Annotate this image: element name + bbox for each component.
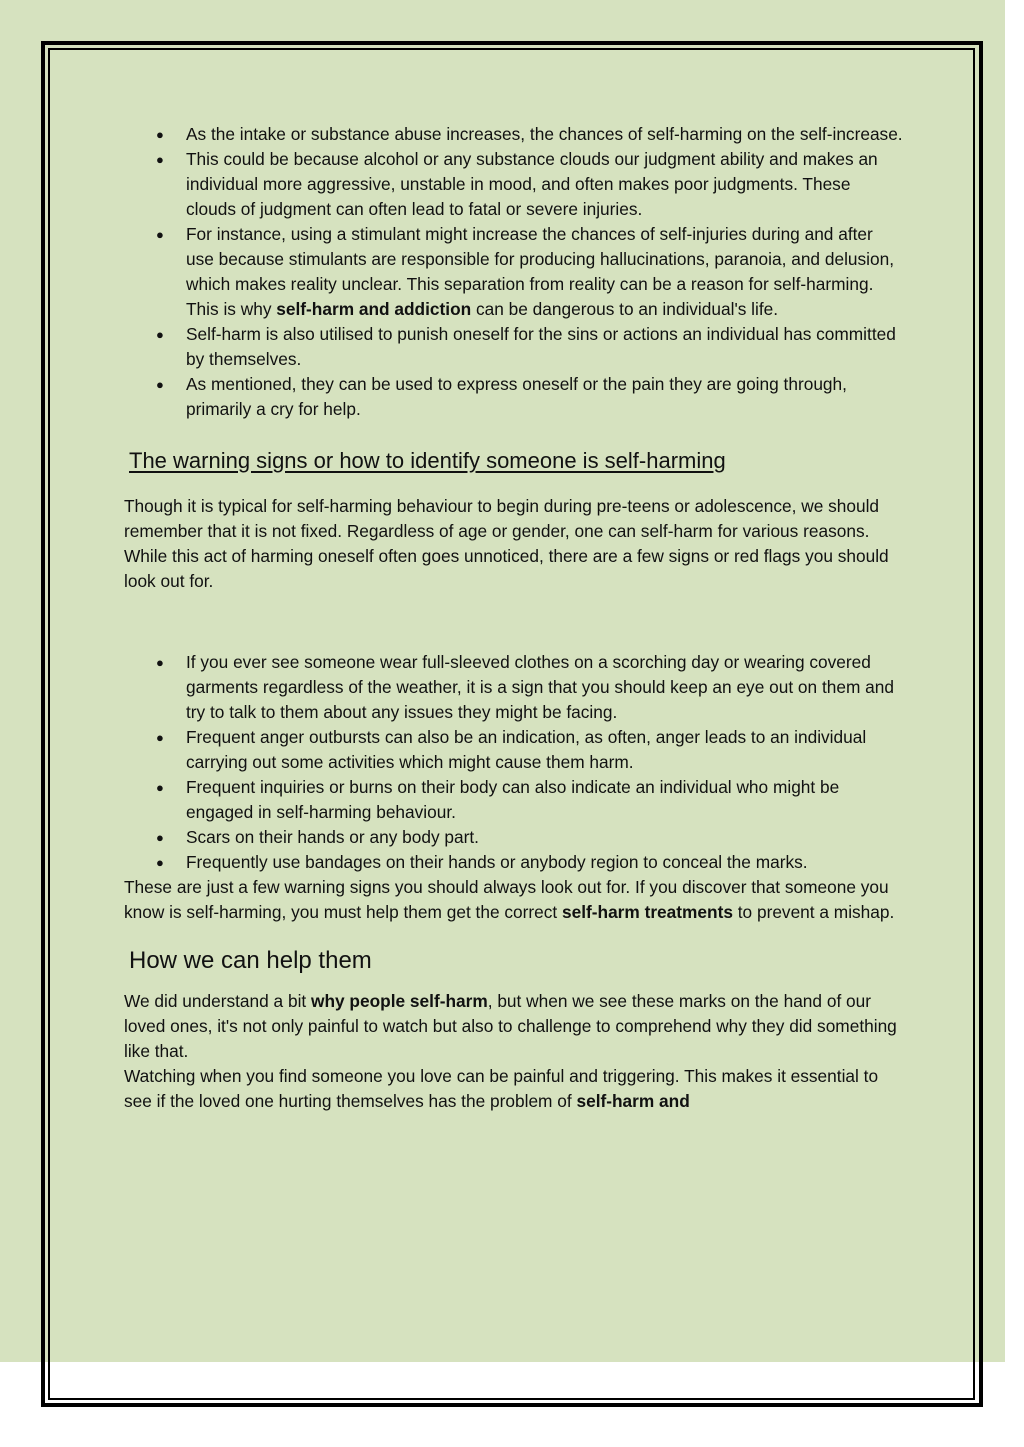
paragraph-text: to prevent a mishap.	[732, 902, 895, 922]
list-item: ● Frequent anger outbursts can also be an indication, as often, anger leads to an individual carrying out some activities which might cause them harm.	[186, 725, 904, 775]
paragraph	[124, 989, 904, 1064]
list-item-text: For instance, using a stimulant might increase the chances of self-injuries during and after use because stimulants are responsible for producing hallucinations, paranoia, and delusion, which makes reality unclear. This separation from reality can be a reason for self-harming. This is why	[186, 224, 895, 319]
paragraph	[124, 875, 904, 925]
list-item: ● Frequent inquiries or burns on their body can also indicate an individual who might be engaged in self-harming behaviour.	[186, 775, 904, 825]
section-heading-how-to-help: How we can help them	[129, 947, 372, 974]
paragraph-bold-text: why people self-harm	[311, 991, 488, 1011]
list-item: ● This could be because alcohol or any substance clouds our judgment ability and makes an individual more aggressive, unstable in mood, and often makes poor judgments. These clouds of judgment can often lead to fatal or severe injuries.	[186, 147, 904, 222]
list-item: ● Scars on their hands or any body part.	[186, 825, 904, 850]
section-heading-warning-signs: The warning signs or how to identify someone is self-harming	[129, 448, 726, 473]
list-item: ● As the intake or substance abuse increases, the chances of self-harming on the self-increase.	[186, 122, 904, 147]
paragraph	[124, 1064, 904, 1114]
paragraph-text: We did understand a bit	[124, 991, 312, 1011]
list-item: ● If you ever see someone wear full-sleeved clothes on a scorching day or wearing covered garments regardless of the weather, it is a sign that you should keep an eye out on them and try to talk to them about any issues they might be facing.	[186, 650, 904, 725]
list-item: ● Self-harm is also utilised to punish oneself for the sins or actions an individual has committed by themselves.	[186, 322, 904, 372]
paragraph-text: Watching when you find someone you love can be painful and triggering. This makes it essential to see if the loved one hurting themselves has the problem of	[124, 1066, 879, 1111]
paragraph-bold-text: self-harm and	[576, 1091, 690, 1111]
paragraph-text: , but when we see these marks on the hand of our loved ones, it's not only painful to watch but also to challenge to comprehend why they did something like that.	[124, 991, 897, 1061]
list-item: ● As mentioned, they can be used to express oneself or the pain they are going through, primarily a cry for help.	[186, 372, 904, 422]
paragraph-text: These are just a few warning signs you should always look out for. If you discover that someone you know is self-harming, you must help them get the correct	[124, 877, 889, 922]
list-item-bold-text: self-harm and addiction	[276, 299, 472, 319]
list-item	[186, 222, 904, 322]
document-body	[124, 122, 904, 1114]
paragraph: While this act of harming oneself often goes unnoticed, there are a few signs or red flags you should look out for.	[124, 546, 889, 591]
list-item: ● Frequently use bandages on their hands or anybody region to conceal the marks.	[186, 850, 904, 875]
warning-signs-list	[124, 650, 904, 875]
paragraph: Though it is typical for self-harming behaviour to begin during pre-teens or adolescence, we should remember that it is not fixed. Regardless of age or gender, one can self-harm for various reasons.	[124, 496, 880, 541]
list-item-text: can be dangerous to an individual's life.	[471, 299, 779, 319]
paragraph-bold-text: self-harm treatments	[561, 902, 733, 922]
risk-factors-list	[124, 122, 904, 422]
